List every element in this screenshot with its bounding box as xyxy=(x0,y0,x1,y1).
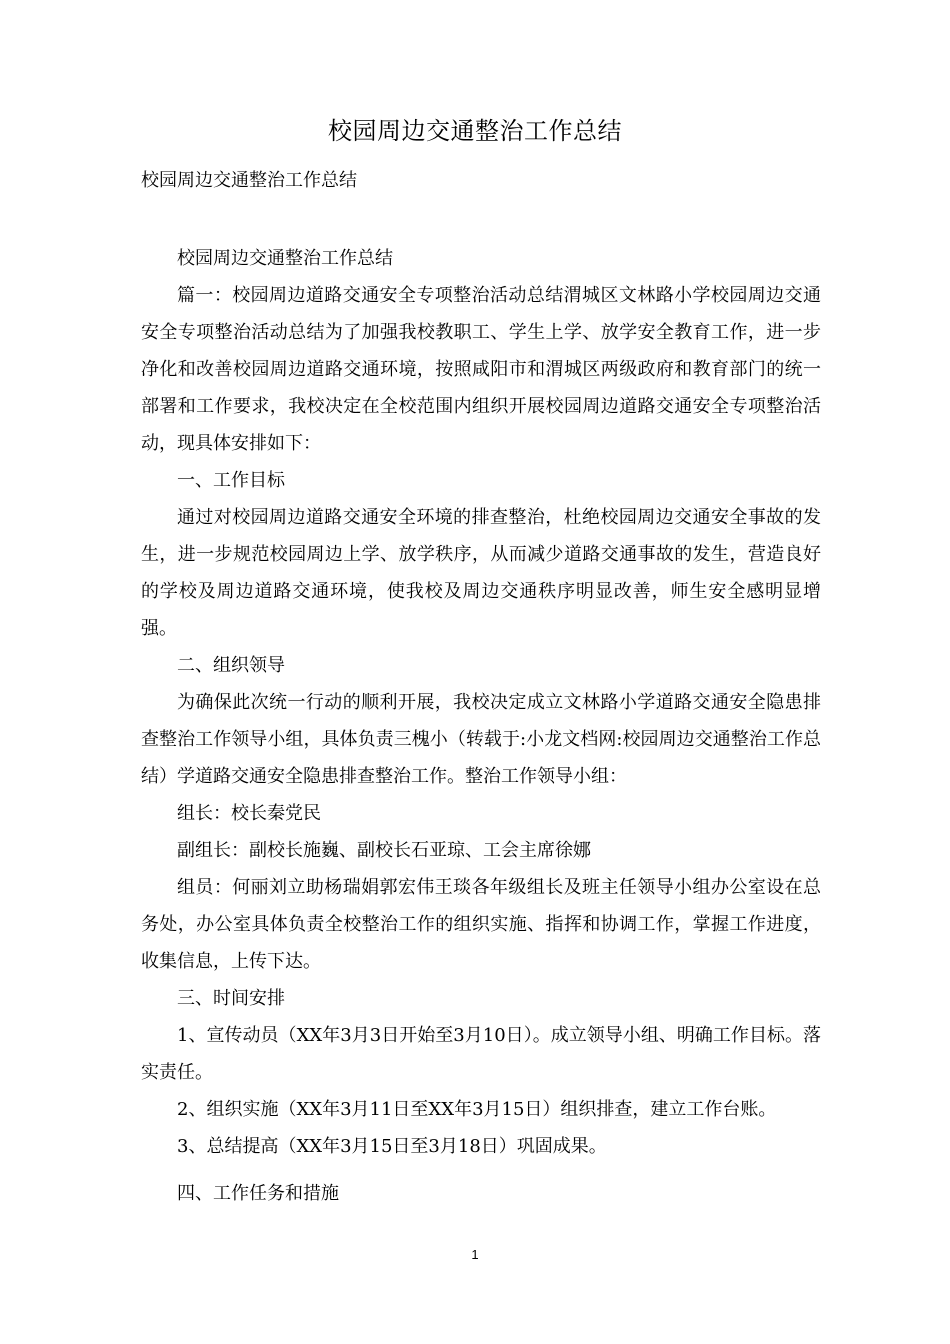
section-heading-goals: 一、工作目标 xyxy=(177,470,285,491)
schedule-item-2: 2、组织实施（XX年3月11日至XX年3月15日）组织排查，建立工作台账。 xyxy=(177,1099,777,1120)
paragraph-deputy-leaders: 副组长：副校长施巍、副校长石亚琼、工会主席徐娜 xyxy=(177,840,591,861)
section-heading-leadership: 二、组织领导 xyxy=(177,655,285,676)
paragraph-members: 组员：何丽刘立助杨瑞娟郭宏伟王琰各年级组长及班主任领导小组办公室设在总务处，办公室具体负责全校整治工作的组织实施、指挥和协调工作，掌握工作进度，收集信息，上传下达。 xyxy=(141,877,821,972)
document-subtitle: 校园周边交通整治工作总结 xyxy=(141,170,357,191)
schedule-item-3: 3、总结提高（XX年3月15日至3月18日）巩固成果。 xyxy=(177,1136,607,1157)
section-heading-tasks: 四、工作任务和措施 xyxy=(177,1183,339,1204)
schedule-item-1: 1、宣传动员（XX年3月3日开始至3月10日）。成立领导小组、明确工作目标。落实责任。 xyxy=(141,1025,821,1083)
section-heading-schedule: 三、时间安排 xyxy=(177,988,285,1009)
paragraph-intro: 篇一：校园周边道路交通安全专项整治活动总结渭城区文林路小学校园周边交通安全专项整治活动总结为了加强我校教职工、学生上学、放学安全教育工作，进一步净化和改善校园周边道路交通环境，按照咸阳市和渭城区两级政府和教育部门的统一部署和工作要求，我校决定在全校范围内组织开展校园周边道路交通安全专项整治活动，现具体安排如下： xyxy=(141,285,821,454)
page-number: 1 xyxy=(471,1247,479,1262)
paragraph-goals: 通过对校园周边道路交通安全环境的排查整治，杜绝校园周边交通安全事故的发生，进一步规范校园周边上学、放学秩序，从而减少道路交通事故的发生，营造良好的学校及周边道路交通环境，使我校及周边交通秩序明显改善，师生安全感明显增强。 xyxy=(141,507,821,639)
document-title: 校园周边交通整治工作总结 xyxy=(328,117,622,145)
paragraph-leadership: 为确保此次统一行动的顺利开展，我校决定成立文林路小学道路交通安全隐患排查整治工作领导小组，具体负责三槐小（转载于:小龙文档网:校园周边交通整治工作总结）学道路交通安全隐患排查整治工作。整治工作领导小组： xyxy=(141,692,821,787)
document-body xyxy=(141,240,821,1212)
paragraph-leader: 组长：校长秦党民 xyxy=(177,803,321,824)
paragraph-heading: 校园周边交通整治工作总结 xyxy=(177,248,393,269)
